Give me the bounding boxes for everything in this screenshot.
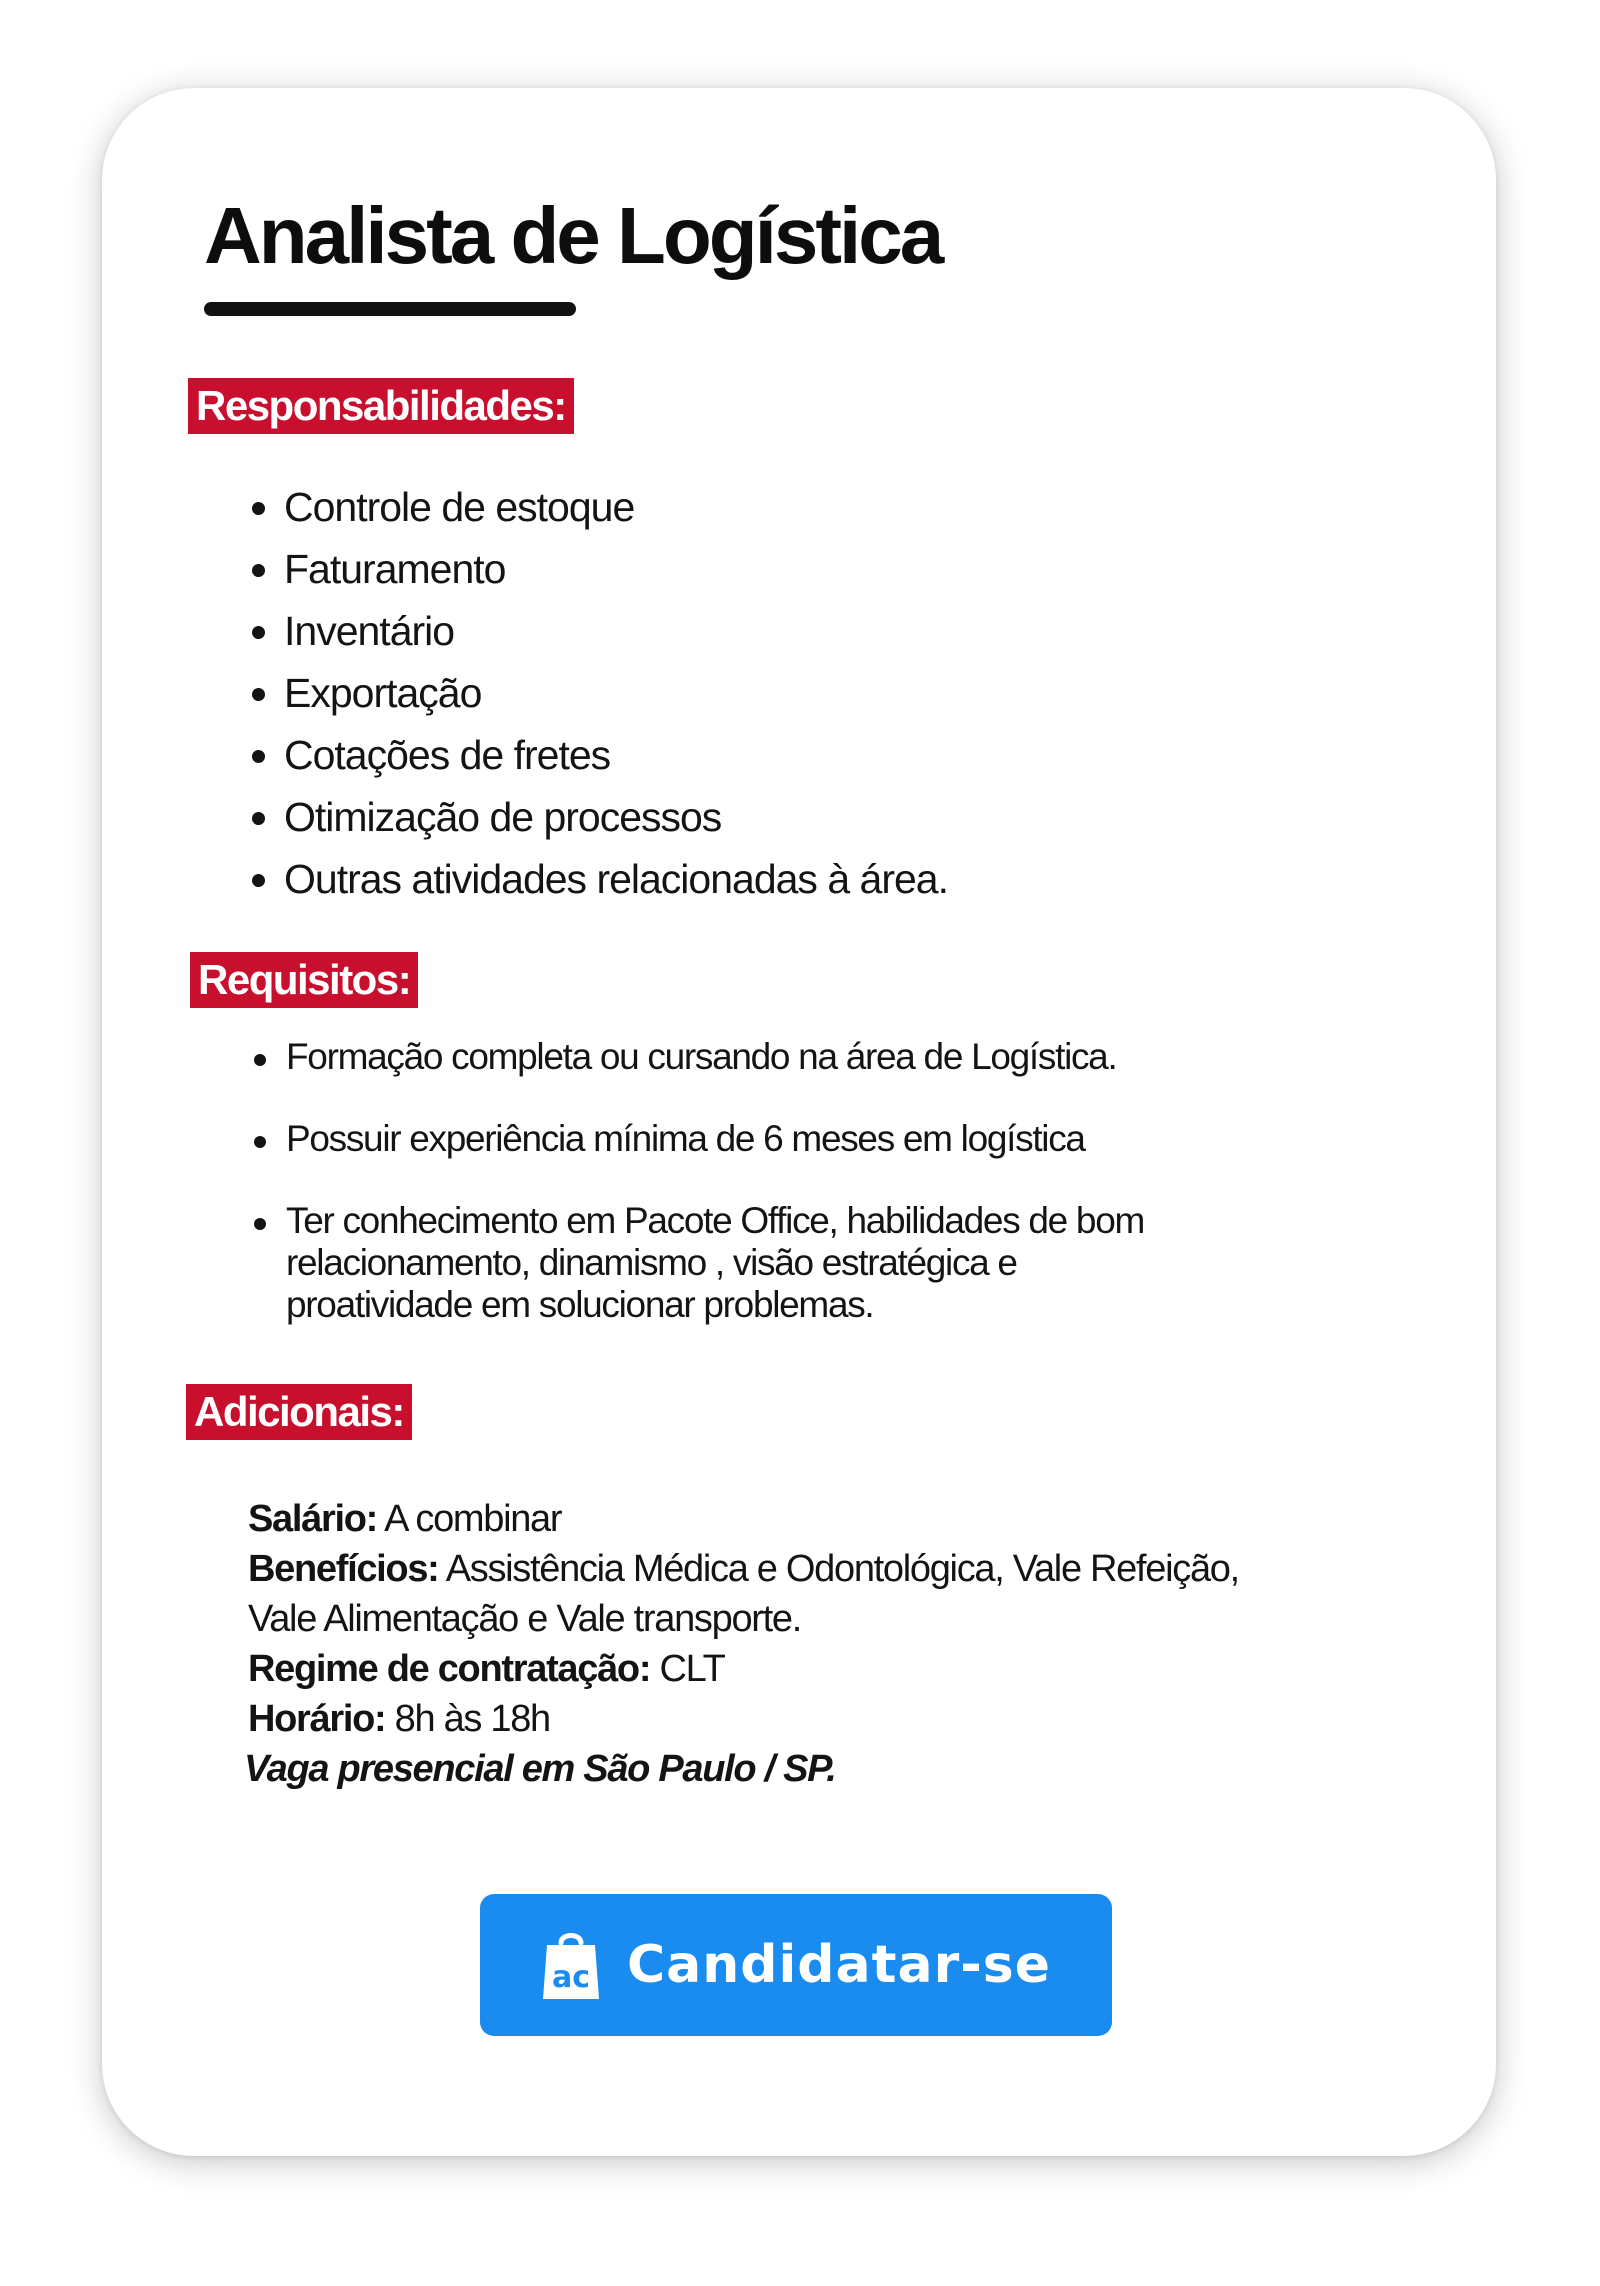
job-title: Analista de Logística bbox=[204, 191, 942, 280]
responsibilities-list bbox=[252, 476, 948, 910]
benefits-key: Benefícios: bbox=[248, 1548, 439, 1590]
contract-value: CLT bbox=[659, 1648, 725, 1690]
list-item-line: proatividade em solucionar problemas. bbox=[286, 1284, 874, 1325]
list-item: Controle de estoque bbox=[252, 476, 948, 538]
contract-key: Regime de contratação: bbox=[248, 1648, 651, 1690]
list-item: Inventário bbox=[252, 600, 948, 662]
salary-value: A combinar bbox=[384, 1498, 562, 1540]
section-label-responsibilities: Responsabilidades: bbox=[188, 378, 574, 434]
list-item: Faturamento bbox=[252, 538, 948, 600]
title-underline bbox=[204, 302, 576, 316]
list-item: Possuir experiência mínima de 6 meses em logística bbox=[254, 1118, 1144, 1160]
list-item: Formação completa ou cursando na área de Logística. bbox=[254, 1036, 1144, 1078]
location-note: Vaga presencial em São Paulo / SP. bbox=[244, 1748, 836, 1790]
benefits-value-continued: Vale Alimentação e Vale transporte. bbox=[248, 1598, 802, 1640]
hours-value: 8h às 18h bbox=[394, 1698, 550, 1740]
list-item: Exportação bbox=[252, 662, 948, 724]
section-label-requirements: Requisitos: bbox=[190, 952, 418, 1008]
salary-row bbox=[248, 1494, 1239, 1544]
list-item-line: relacionamento, dinamismo , visão estratégica e bbox=[286, 1242, 1017, 1283]
list-item: Outras atividades relacionadas à área. bbox=[252, 848, 948, 910]
hours-row bbox=[248, 1694, 1239, 1744]
benefits-row-continued bbox=[248, 1594, 1239, 1644]
apply-button-label: Candidatar-se bbox=[626, 1935, 1052, 1995]
requirements-list bbox=[254, 1036, 1144, 1366]
list-item: Cotações de fretes bbox=[252, 724, 948, 786]
shopping-bag-logo-icon bbox=[541, 1927, 601, 2003]
additional-info bbox=[244, 1494, 1239, 1794]
apply-button[interactable] bbox=[480, 1894, 1112, 2036]
section-label-additional: Adicionais: bbox=[186, 1384, 412, 1440]
list-item: Otimização de processos bbox=[252, 786, 948, 848]
svg-text:ac: ac bbox=[551, 1960, 590, 1995]
salary-key: Salário: bbox=[248, 1498, 377, 1540]
list-item-line: Ter conhecimento em Pacote Office, habilidades de bom bbox=[286, 1200, 1144, 1241]
contract-row bbox=[248, 1644, 1239, 1694]
benefits-value: Assistência Médica e Odontológica, Vale Refeição, bbox=[445, 1548, 1239, 1590]
benefits-row bbox=[248, 1544, 1239, 1594]
hours-key: Horário: bbox=[248, 1698, 386, 1740]
list-item bbox=[254, 1200, 1144, 1326]
